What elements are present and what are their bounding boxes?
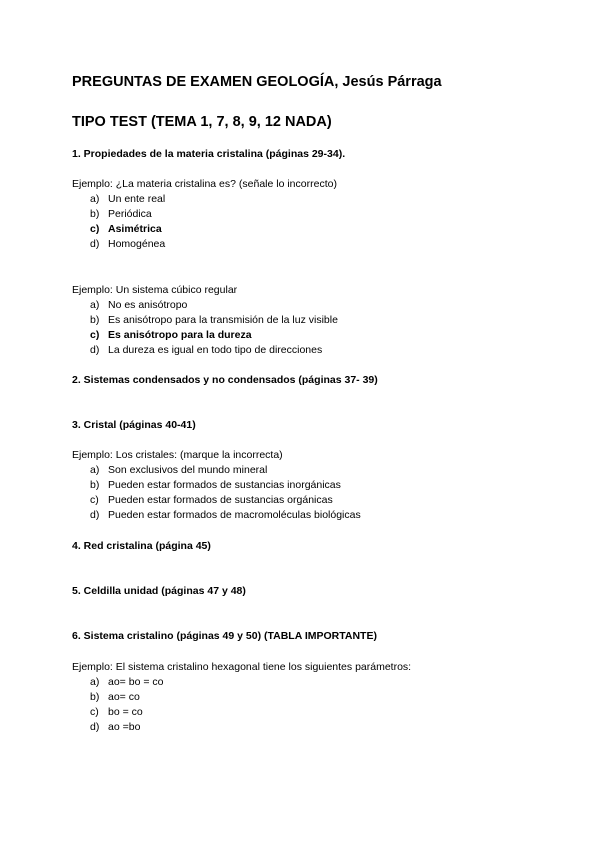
answer-option [90,208,152,220]
section-heading: 3. Cristal (páginas 40-41) [72,419,196,431]
option-label: a) [90,193,100,205]
option-label: a) [90,464,100,476]
option-label: a) [90,299,100,311]
option-text: Pueden estar formados de sustancias orgánicas [108,494,333,506]
answer-option [90,464,267,476]
option-label: d) [90,509,100,521]
section-heading: 1. Propiedades de la materia cristalina (páginas 29-34). [72,148,346,160]
answer-option [90,509,361,521]
option-label: c) [90,329,100,341]
option-text: Asimétrica [108,223,162,235]
answer-option [90,494,333,506]
section-heading: 6. Sistema cristalino (páginas 49 y 50) (TABLA IMPORTANTE) [72,630,377,642]
document-subtitle: TIPO TEST (TEMA 1, 7, 8, 9, 12 NADA) [72,114,332,130]
option-label: c) [90,494,99,506]
answer-option [90,314,338,326]
question-prompt: Ejemplo: Un sistema cúbico regular [72,284,238,296]
answer-option [90,721,140,733]
answer-option [90,299,187,311]
answer-option [90,706,143,718]
option-label: d) [90,238,100,250]
answer-option-correct [90,329,252,341]
option-text: Son exclusivos del mundo mineral [108,464,268,476]
option-text: ao= bo = co [108,676,164,688]
option-text: ao= co [108,691,140,703]
option-label: c) [90,223,100,235]
option-text: Homogénea [108,238,166,250]
option-text: bo = co [108,706,143,718]
question-prompt: Ejemplo: El sistema cristalino hexagonal tiene los siguientes parámetros: [72,661,412,673]
answer-option [90,676,163,688]
option-label: a) [90,676,100,688]
question-prompt: Ejemplo: Los cristales: (marque la incorrecta) [72,449,283,461]
section-heading: 2. Sistemas condensados y no condensados (páginas 37- 39) [72,374,378,386]
option-text: Un ente real [108,193,166,205]
option-label: d) [90,721,100,733]
option-label: c) [90,706,99,718]
option-text: No es anisótropo [108,299,188,311]
option-text: Periódica [108,208,152,220]
option-text: ao =bo [108,721,141,733]
option-text: Es anisótropo para la dureza [108,329,252,341]
option-text: Pueden estar formados de macromoléculas biológicas [108,509,361,521]
answer-option [90,193,165,205]
document-title: PREGUNTAS DE EXAMEN GEOLOGÍA, Jesús Párraga [72,74,442,90]
answer-option-correct [90,223,162,235]
option-text: Es anisótropo para la transmisión de la luz visible [108,314,338,326]
section-heading: 5. Celdilla unidad (páginas 47 y 48) [72,585,246,597]
answer-option [90,238,165,250]
answer-option [90,479,341,491]
option-label: b) [90,691,100,703]
section-heading: 4. Red cristalina (página 45) [72,540,211,552]
option-label: b) [90,208,100,220]
option-text: La dureza es igual en todo tipo de direcciones [108,344,323,356]
question-prompt: Ejemplo: ¿La materia cristalina es? (señale lo incorrecto) [72,178,337,190]
option-label: d) [90,344,100,356]
answer-option [90,344,322,356]
option-label: b) [90,479,100,491]
answer-option [90,691,140,703]
option-text: Pueden estar formados de sustancias inorgánicas [108,479,341,491]
option-label: b) [90,314,100,326]
